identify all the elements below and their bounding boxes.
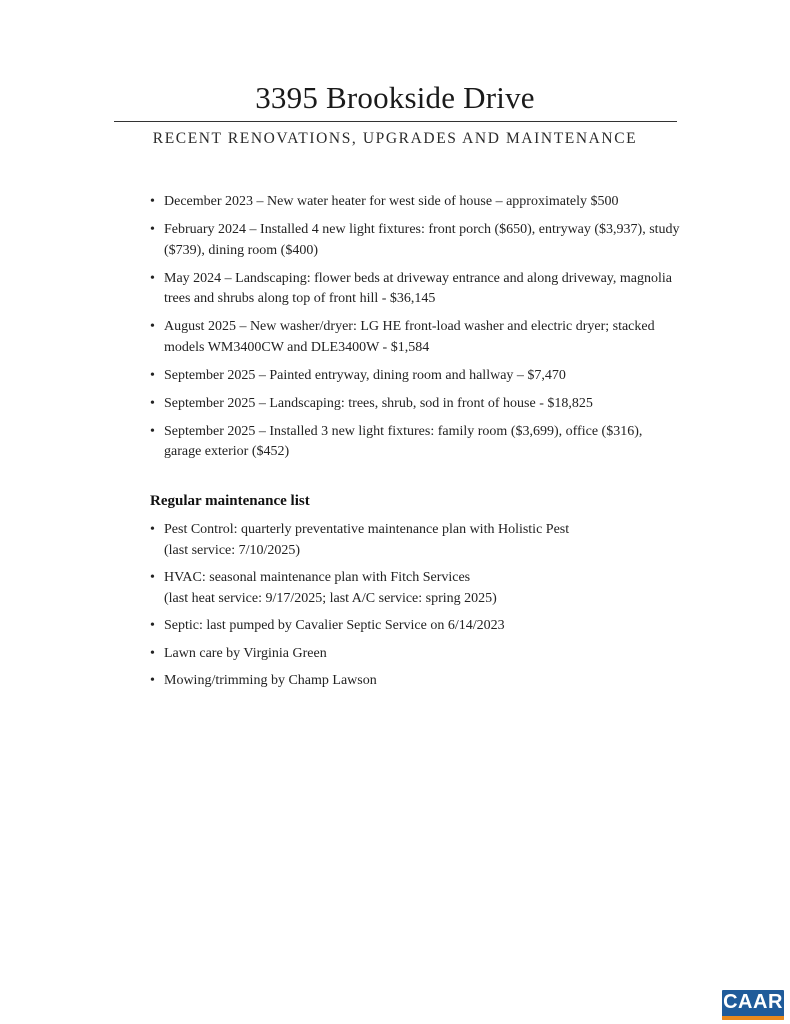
page-title: 3395 Brookside Drive [255, 80, 535, 115]
maintenance-list [150, 520, 680, 699]
maintenance-item [150, 520, 680, 561]
caar-logo [722, 990, 784, 1020]
renovation-item: • September 2025 – Painted entryway, dining room and hallway – $7,470 [150, 366, 680, 387]
renovation-item: • May 2024 – Landscaping: flower beds at driveway entrance and along driveway, magnolia trees and shrubs along top of front hill - $36,145 [150, 269, 680, 310]
maintenance-item: • Septic: last pumped by Cavalier Septic Service on 6/14/2023 [150, 616, 680, 637]
renovation-item: • December 2023 – New water heater for west side of house – approximately $500 [150, 192, 680, 213]
maintenance-item: • Lawn care by Virginia Green [150, 644, 680, 665]
renovation-item: • August 2025 – New washer/dryer: LG HE front-load washer and electric dryer; stacked models WM3400CW and DLE3400W - $1,584 [150, 317, 680, 358]
maintenance-item-note: (last service: 7/10/2025) [164, 542, 301, 558]
renovation-item: • September 2025 – Installed 3 new light fixtures: family room ($3,699), office ($316), garage exterior ($452) [150, 422, 680, 463]
maintenance-item [150, 568, 680, 609]
logo-stripe [722, 1016, 784, 1020]
maintenance-item-text: Pest Control: quarterly preventative maintenance plan with Holistic Pest [164, 522, 570, 537]
renovation-item: • September 2025 – Landscaping: trees, shrub, sod in front of house - $18,825 [150, 394, 680, 415]
title-divider [114, 121, 677, 122]
maintenance-item-text: HVAC: seasonal maintenance plan with Fitch Services [164, 570, 471, 585]
caar-logo-text: CAAR [723, 991, 783, 1013]
renovation-item: • February 2024 – Installed 4 new light fixtures: front porch ($650), entryway ($3,937), study ($739), dining room ($400) [150, 220, 680, 261]
maintenance-item: • Mowing/trimming by Champ Lawson [150, 671, 680, 692]
page-subtitle: RECENT RENOVATIONS, UPGRADES AND MAINTENANCE [152, 130, 638, 147]
renovations-list [150, 192, 680, 470]
maintenance-item-note: (last heat service: 9/17/2025; last A/C service: spring 2025) [164, 590, 497, 606]
maintenance-heading: Regular maintenance list [150, 493, 310, 509]
